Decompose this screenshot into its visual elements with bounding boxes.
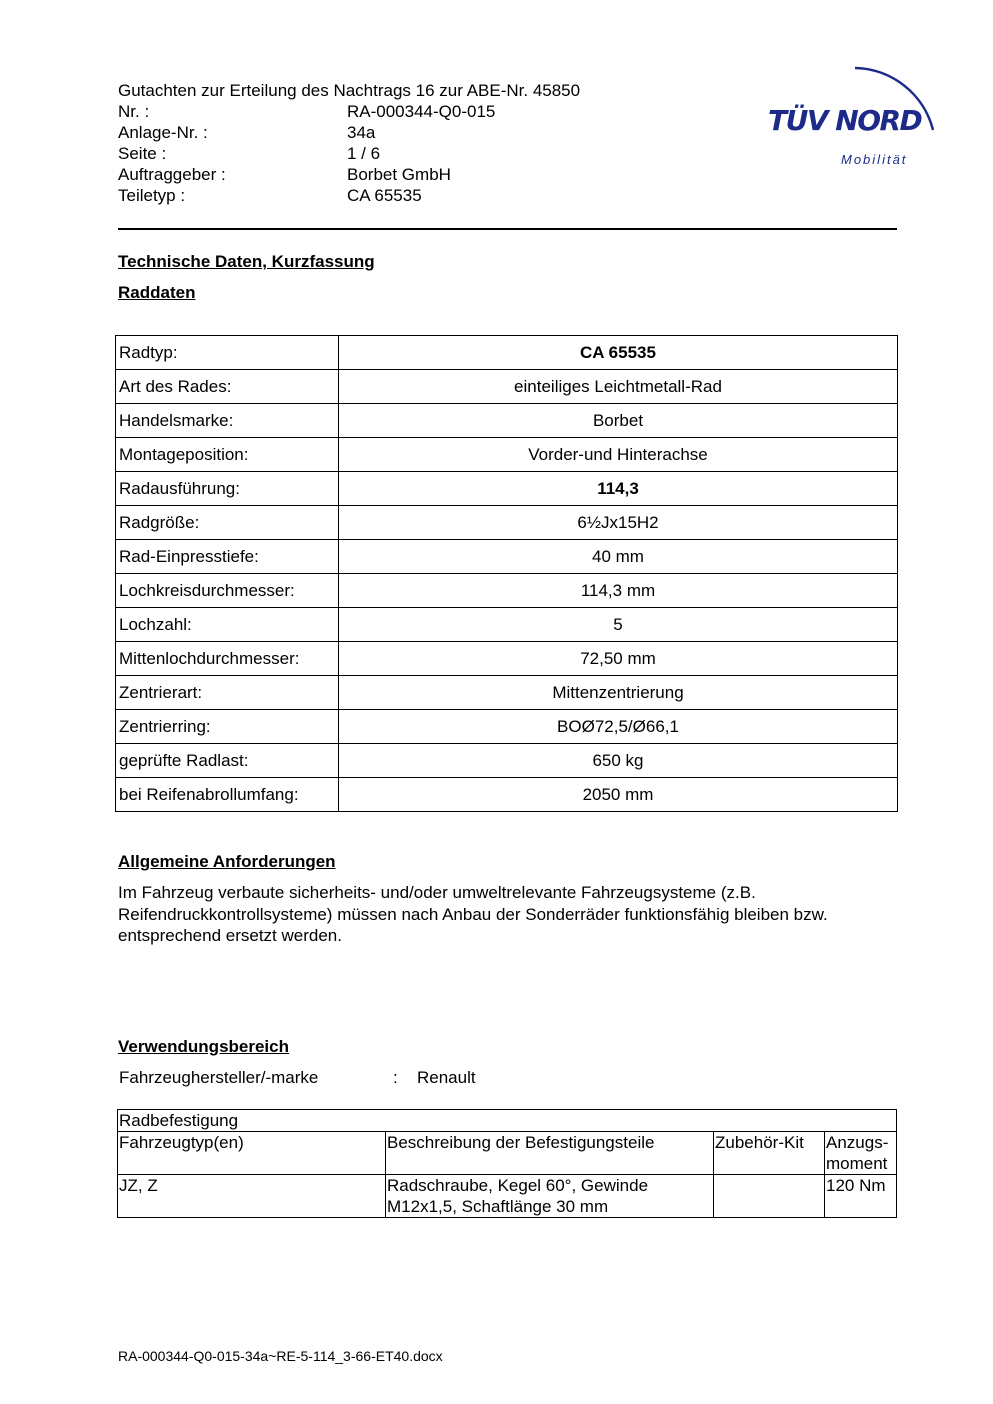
wheel-data-value: 2050 mm: [339, 778, 898, 812]
wheel-data-label: Lochzahl:: [116, 608, 339, 642]
wheel-data-value: 114,3: [339, 472, 898, 506]
wheel-data-row: [116, 404, 898, 438]
wheel-data-label: Mittenlochdurchmesser:: [116, 642, 339, 676]
mounting-caption: Radbefestigung: [118, 1110, 897, 1132]
section-verwendungsbereich-heading: Verwendungsbereich: [118, 1037, 289, 1056]
header-value-teiletyp: CA 65535: [347, 186, 422, 205]
cell-zubehoer-kit: [714, 1175, 825, 1218]
header-label-seite: Seite :: [118, 144, 167, 163]
wheel-data-value: 72,50 mm: [339, 642, 898, 676]
wheel-data-label: Rad-Einpresstiefe:: [116, 540, 339, 574]
wheel-data-row: [116, 574, 898, 608]
wheel-data-row: [116, 370, 898, 404]
wheel-data-label: Zentrierart:: [116, 676, 339, 710]
header-label-teiletyp: Teiletyp :: [118, 186, 186, 205]
requirements-line: entsprechend ersetzt werden.: [118, 926, 342, 945]
header-fahrzeugtyp: Fahrzeugtyp(en): [118, 1132, 386, 1175]
wheel-data-label: Radgröße:: [116, 506, 339, 540]
header-value-nr: RA-000344-Q0-015: [347, 102, 496, 121]
wheel-data-value: 650 kg: [339, 744, 898, 778]
wheel-data-value: 5: [339, 608, 898, 642]
document-title: Gutachten zur Erteilung des Nachtrags 16 zur ABE-Nr. 45850: [118, 81, 581, 100]
header-anzugsmoment-line: Anzugs-: [826, 1133, 889, 1152]
wheel-data-row: [116, 540, 898, 574]
wheel-data-label: bei Reifenabrollumfang:: [116, 778, 339, 812]
cell-beschreibung-line: M12x1,5, Schaftlänge 30 mm: [387, 1197, 609, 1216]
wheel-data-row: [116, 336, 898, 370]
requirements-line: Reifendruckkontrollsysteme) müssen nach Anbau der Sonderräder funktionsfähig bleiben bzw.: [118, 904, 828, 924]
logo-brand-text: TÜV NORD: [768, 104, 922, 137]
mounting-header-row: [118, 1132, 897, 1175]
cell-fahrzeugtyp: JZ, Z: [118, 1175, 386, 1218]
header-divider: [118, 228, 897, 230]
footer-filename: RA-000344-Q0-015-34a~RE-5-114_3-66-ET40.docx: [118, 1348, 443, 1364]
manufacturer-value: Renault: [417, 1068, 476, 1087]
mounting-caption-row: [118, 1110, 897, 1132]
wheel-data-label: Radausführung:: [116, 472, 339, 506]
manufacturer-separator: :: [393, 1068, 398, 1087]
wheel-data-row: [116, 472, 898, 506]
cell-beschreibung-line: Radschraube, Kegel 60°, Gewinde: [387, 1176, 649, 1195]
wheel-data-label: Zentrierring:: [116, 710, 339, 744]
wheel-data-row: [116, 642, 898, 676]
wheel-data-row: [116, 506, 898, 540]
header-value-anlage: 34a: [347, 123, 376, 142]
wheel-data-label: Montageposition:: [116, 438, 339, 472]
header-label-nr: Nr. :: [118, 102, 150, 121]
wheel-data-value: BOØ72,5/Ø66,1: [339, 710, 898, 744]
wheel-data-label: Lochkreisdurchmesser:: [116, 574, 339, 608]
wheel-data-label: geprüfte Radlast:: [116, 744, 339, 778]
logo-sub-text: Mobilität: [841, 152, 908, 167]
header-value-seite: 1 / 6: [347, 144, 381, 163]
document-header: [118, 80, 718, 210]
section-anforderungen-heading: Allgemeine Anforderungen: [118, 852, 336, 871]
header-zubehoer-kit: Zubehör-Kit: [714, 1132, 825, 1175]
cell-anzugsmoment: 120 Nm: [825, 1175, 897, 1218]
section-raddaten-heading: Raddaten: [118, 283, 196, 302]
header-label-auftraggeber: Auftraggeber :: [118, 165, 226, 184]
manufacturer-label: Fahrzeughersteller/-marke: [119, 1068, 319, 1087]
header-value-auftraggeber: Borbet GmbH: [347, 165, 451, 184]
header-anzugsmoment-line: moment: [826, 1154, 888, 1173]
wheel-data-value: 114,3 mm: [339, 574, 898, 608]
wheel-data-row: [116, 710, 898, 744]
wheel-data-value: CA 65535: [339, 336, 898, 370]
wheel-data-row: [116, 744, 898, 778]
wheel-data-value: 40 mm: [339, 540, 898, 574]
wheel-data-label: Art des Rades:: [116, 370, 339, 404]
wheel-data-row: [116, 608, 898, 642]
wheel-data-value: Vorder-und Hinterachse: [339, 438, 898, 472]
wheel-data-value: 6½Jx15H2: [339, 506, 898, 540]
mounting-table: [117, 1109, 897, 1218]
wheel-data-label: Handelsmarke:: [116, 404, 339, 438]
header-anzugsmoment: [825, 1132, 897, 1175]
wheel-data-row: [116, 438, 898, 472]
section-technische-daten-heading: Technische Daten, Kurzfassung: [118, 252, 375, 271]
cell-beschreibung: [386, 1175, 714, 1218]
header-beschreibung: Beschreibung der Befestigungsteile: [386, 1132, 714, 1175]
requirements-line: Im Fahrzeug verbaute sicherheits- und/oder umweltrelevante Fahrzeugsysteme (z.B.: [118, 883, 756, 902]
wheel-data-value: Mittenzentrierung: [339, 676, 898, 710]
wheel-data-row: [116, 676, 898, 710]
tuev-nord-logo: [765, 58, 945, 173]
wheel-data-value: Borbet: [339, 404, 898, 438]
wheel-data-row: [116, 778, 898, 812]
wheel-data-table: [115, 335, 898, 812]
wheel-data-value: einteiliges Leichtmetall-Rad: [339, 370, 898, 404]
requirements-paragraph: [118, 882, 908, 947]
header-label-anlage: Anlage-Nr. :: [118, 123, 208, 142]
mounting-data-row: [118, 1175, 897, 1218]
wheel-data-label: Radtyp:: [116, 336, 339, 370]
